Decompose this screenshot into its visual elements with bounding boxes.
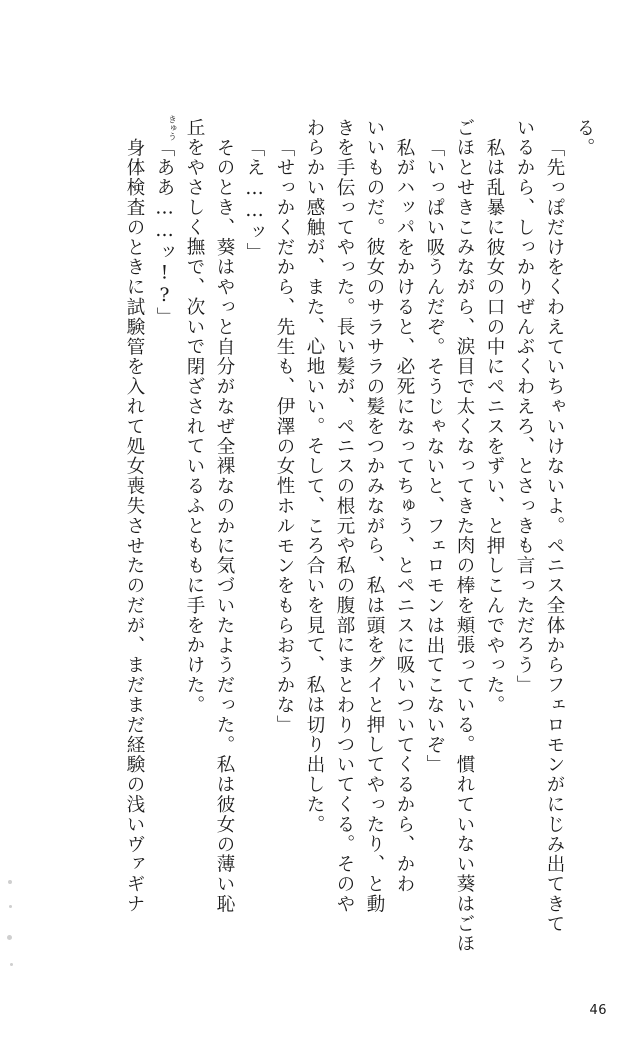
page-number: 46: [589, 1003, 607, 1018]
text-line: 「先っぽだけをくわえていちゃいけないよ。ペニス全体からフェロモンがにじみ出てきて: [544, 138, 565, 934]
text-line: ごほとせきこみながら、涙目で太くなってきた肉の棒を頬張っている。慣れていない葵はごほ: [454, 118, 475, 954]
text-line: 「ああ……ッ!?」: [154, 138, 175, 328]
text-line: わらかい感触が、また、心地いい。そして、ころ合いを見て、私は切り出した。: [304, 118, 325, 835]
text-line: そのとき、葵はやっと自分がなぜ全裸なのかに気づいたようだった。私は彼女の薄い恥: [214, 138, 235, 915]
scan-artifact-mark: [7, 935, 12, 940]
text-line: いるから、しっかりぜんぶくわえろ、とさっきも言っただろう」: [514, 118, 535, 696]
text-line: 私がハッパをかけると、必死になってちゅう、とペニスに吸いついてくるから、かわ: [394, 138, 415, 895]
text-line: 丘 きゅう をやさしく撫で、次いで閉ざされているふとももに手をかけた。: [179, 118, 209, 964]
text-line: 私は乱暴に彼女の口の中にペニスをずい、と押しこんでやった。: [484, 138, 505, 716]
text-line: 身体検査のときに試験管を入れて処女喪失させたのだが、まだまだ経験の浅いヴァギナ: [124, 138, 145, 915]
scan-artifact-mark: [10, 963, 13, 966]
text-line: る。: [574, 118, 595, 158]
text-line: きを手伝ってやった。長い髪が、ペニスの根元や私の腹部にまとわりついてくる。そのや: [334, 118, 355, 914]
scan-artifact-mark: [9, 905, 12, 908]
text-line: 「え……ッ」: [244, 138, 265, 263]
page-body-text: [44, 115, 599, 964]
text-line: いいものだ。彼女のサラサラの髪をつかみながら、私は頭をグイと押してやったり、と動: [364, 118, 385, 914]
text-line: 「いっぱい吸うんだぞ。そうじゃないと、フェロモンは出てこないぞ」: [424, 138, 445, 775]
ruby-annotation: 丘 きゅう: [166, 115, 205, 141]
scan-artifact-mark: [8, 880, 12, 884]
text-line: 「せっかくだから、先生も、伊澤の女性ホルモンをもらおうかな」: [274, 138, 295, 735]
